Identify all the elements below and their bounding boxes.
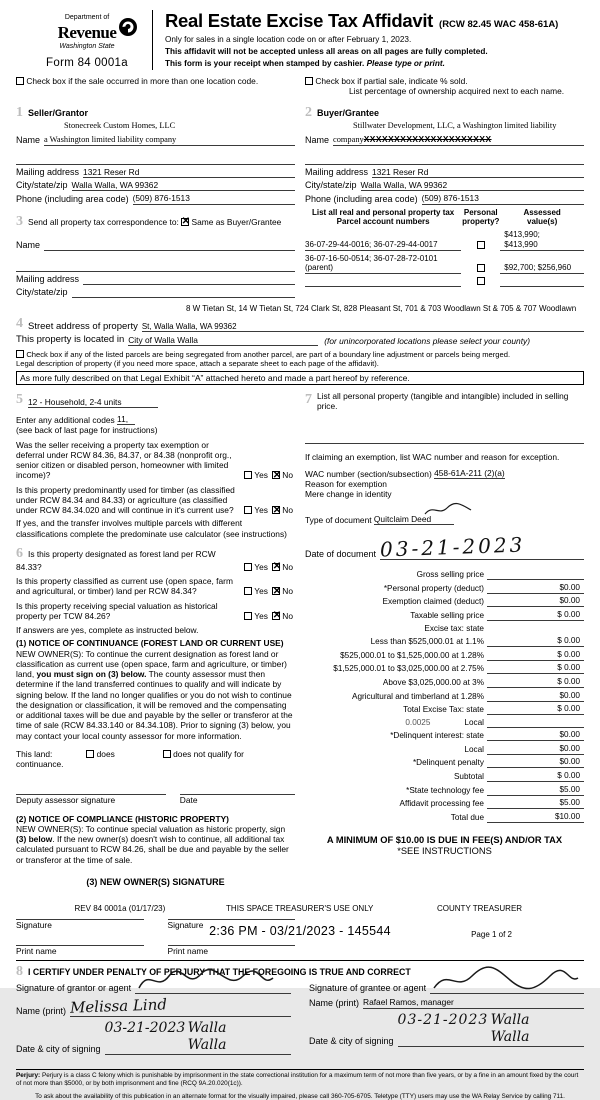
tax-label: Above $3,025,000.00 at (382, 677, 470, 687)
reason-exemption-value: Mere change in identity (305, 489, 392, 500)
handwritten-initials-scrawl (423, 502, 473, 518)
assessed-value-main: $413,990 (504, 239, 538, 249)
yes-label: Yes (254, 505, 268, 516)
no-label: No (282, 586, 293, 597)
buyer-name-line1: Stillwater Development, LLC, a Washington limited liability (353, 121, 557, 131)
additional-codes-field[interactable] (117, 414, 135, 425)
ownership-percentage-note: List percentage of ownership acquired next to each name. (349, 86, 565, 97)
notice2-title: (2) NOTICE OF COMPLIANCE (HISTORIC PROPERTY) (16, 813, 229, 824)
tax-value[interactable]: $0.00 (487, 730, 584, 741)
tax-label: *Personal property (deduct) (383, 583, 484, 593)
tax-label: Subtotal (453, 772, 484, 782)
buyer-csz-value: Walla Walla, WA 99362 (360, 180, 448, 191)
assessed-value (500, 286, 584, 287)
owner-signature-label-1: Signature (16, 919, 52, 930)
notice1-text-bold: you must sign on (3) below. (36, 669, 147, 680)
located-in-label: This property is located in (16, 334, 125, 346)
buyer-name-label: Name (305, 134, 330, 145)
tax-value[interactable]: $10.00 (487, 812, 584, 823)
seller-csz-value: Walla Walla, WA 99362 (71, 180, 159, 191)
exemption-yes-checkbox[interactable] (244, 471, 252, 479)
notice1-text-b: The county assessor must then determine if the land transferred continues to qualify and will indicate by signing below. If the land no longer qualifies or you do not wish to continue the designation or classification, it will be removed and the compensating or additional taxes will be due and payable by the seller or transferor at the time of sale (RCW 84.33.140 or 84.34.108). Prior to signing (3) below, you may contact your local county assessor for more information. (16, 669, 293, 741)
doc-date-field[interactable] (379, 532, 584, 562)
land-use-code-field[interactable] (28, 397, 158, 408)
yes-label: Yes (254, 586, 268, 597)
parcel-table (305, 208, 584, 287)
yes-label: Yes (254, 561, 268, 572)
forest-land-question: Is this property designated as forest land per RCW 84.33? (16, 548, 216, 572)
notice2-body (16, 824, 295, 865)
minimum-due-notice: A MINIMUM OF $10.00 IS DUE IN FEE(S) AND/OR TAX (326, 834, 563, 845)
correspondence-name-field[interactable] (44, 241, 295, 251)
parcel-number: 36-07-16-50-0514; 36-07-28-72-0101 (parent) (305, 254, 461, 275)
buyer-phone-value: (509) 876-1513 (421, 193, 479, 204)
tax-label: Gross selling price (416, 570, 484, 580)
parcel-row (305, 230, 584, 251)
tax-label: Local (464, 744, 484, 754)
parcel-col2-header-b: property? (462, 217, 500, 227)
tax-label: Agricultural and timberland at (352, 691, 459, 701)
buyer-mailing-value: 1321 Reser Rd (372, 166, 429, 177)
seller-phone-value: (509) 876-1513 (132, 193, 190, 204)
buyer-name-redacted: XXXXXXXXXXXXXXXXXXXXX (363, 133, 492, 144)
seller-csz-field[interactable] (72, 180, 295, 191)
local-rate-prefix: 0.0025 (405, 717, 431, 727)
perjury-text: Perjury is a class C felony which is punishable by imprisonment in the state correctional institution for a maximum term of not more than five years, or by a fine in an amount fixed by the court of not more than $5000, or by both imprisonment and fine (RCQ 9A.20.020(1c)). (16, 1071, 579, 1087)
tax-value[interactable]: $0.00 (487, 757, 584, 768)
current-use-no-checkbox[interactable] (272, 587, 280, 595)
section-1-number: 1 (16, 105, 23, 121)
wac-number-label: WAC number (section/subsection) (305, 468, 432, 479)
no-label: No (282, 470, 293, 481)
dor-logo (22, 10, 152, 70)
codes-note: (see back of last page for instructions) (16, 425, 158, 436)
does-label: does (96, 748, 115, 759)
new-owners-signature-title: (3) NEW OWNER(S) SIGNATURE (86, 876, 225, 887)
doc-type-value: Quitclaim Deed (373, 513, 432, 524)
tax-rate: 1.28% (460, 650, 484, 660)
agency-name: Revenue (58, 23, 117, 44)
assessed-value: $92,700; $256,960 (500, 263, 584, 274)
street-address-line1: 8 W Tietan St, 14 W Tietan St, 724 Clark St, 828 Pleasant St, 701 & 703 Woodlawn St & 705 & 707 Woodlawn (186, 303, 577, 313)
notice2-text-b: . If the new owner(s) doesn't wish to continue, all additional tax calculated pursuant to RCW 84.26, shall be due and payable by the seller or transferor at the time of sale. (16, 834, 289, 865)
deputy-date-line[interactable] (180, 785, 295, 795)
grantee-name-value: Rafael Ramos, manager (363, 997, 454, 1008)
timber-no-checkbox[interactable] (272, 506, 280, 514)
reason-exemption-label: Reason for exemption (305, 479, 387, 490)
this-land-label: This land: (16, 748, 53, 759)
timber-question: Is this property predominantly used for timber (as classified under RCW 84.34 and 84.33) or agriculture (as classified under RCW 84.34.020 and will continue in it's current use? (16, 484, 235, 516)
personal-property-line[interactable] (305, 434, 584, 444)
buyer-csz-label: City/state/zip (305, 180, 357, 191)
seller-name-extra-line[interactable] (16, 155, 295, 165)
current-use-yes-checkbox[interactable] (244, 587, 252, 595)
form-header (0, 0, 600, 72)
tax-value[interactable]: $0.00 (487, 691, 584, 702)
section-4-number: 4 (16, 316, 23, 332)
forest-no-checkbox[interactable] (272, 563, 280, 571)
personal-property-checkbox[interactable] (477, 241, 485, 249)
grantee-date-handwritten: 03-21-2023 (397, 1011, 489, 1028)
tax-rate: 1.28% (460, 691, 484, 701)
no-label: No (282, 561, 293, 572)
rev-label: REV 84 0001a (01/17/23) (74, 904, 166, 913)
additional-codes-value: 11, (117, 414, 129, 425)
tax-label: Excise tax: state (424, 623, 484, 633)
correspondence-extra-line[interactable] (16, 262, 295, 272)
correspondence-csz-label: City/state/zip (16, 286, 68, 297)
parcel-number (305, 286, 461, 287)
segregated-checkbox[interactable] (16, 350, 24, 358)
does-not-qualify-checkbox[interactable] (163, 750, 171, 758)
section-3-number: 3 (16, 213, 23, 229)
street-address-label: Street address of property (28, 320, 138, 332)
form-number: Form 84 0001a (46, 56, 128, 69)
tax-value[interactable]: $5.00 (487, 785, 584, 796)
owner-printname-label-2: Print name (167, 946, 208, 957)
tax-value[interactable]: $5.00 (487, 798, 584, 809)
tax-rate: 1.1% (465, 637, 484, 647)
notice1-text-a: NEW OWNER(S): To continue the current designation as forest land or classification as current use (open space, farm and agriculture, or timber) land, (16, 648, 287, 680)
tax-label: $525,000.01 to $1,525,000.00 at (340, 650, 459, 660)
legal-description-value: As more fully described on that Legal Exhibit “A” attached hereto and made a part hereof by reference. (20, 372, 410, 383)
buyer-name-field[interactable] (333, 134, 584, 146)
tax-label: *Delinquent penalty (412, 758, 484, 768)
street-address-field[interactable] (142, 321, 584, 333)
grantor-city-handwritten: Walla Walla (187, 1019, 227, 1053)
historical-yes-checkbox[interactable] (244, 612, 252, 620)
parcel-row (305, 277, 584, 287)
seller-name-field[interactable] (44, 134, 295, 146)
grantor-date-city-field[interactable] (105, 1020, 291, 1055)
correspondence-csz-field[interactable] (72, 288, 295, 298)
exemption-claim-note: If claiming an exemption, list WAC number and reason for exception. (305, 451, 560, 462)
partial-sale-checkbox[interactable] (305, 77, 313, 85)
doc-date-label: Date of document (305, 549, 377, 560)
parcel-row (305, 254, 584, 275)
tax-value[interactable]: $ 0.00 (487, 650, 584, 661)
tax-value[interactable]: $ 0.00 (487, 677, 584, 688)
grantor-name-handwritten: Melissa Lind (69, 995, 168, 1018)
no-label: No (282, 505, 293, 516)
seller-heading: Seller/Grantor (28, 108, 89, 119)
tax-value[interactable]: $0.00 (487, 744, 584, 755)
notice1-body (16, 649, 295, 741)
grantee-name-print-label: Name (print) (309, 997, 360, 1008)
deputy-signature-label: Deputy assessor signature (16, 795, 116, 806)
segregated-label: Check box if any of the listed parcels are being segregated from another parcel, are part of a boundary line adjustment or parcels being merged. (26, 350, 511, 360)
county-treasurer-label: COUNTY TREASURER (437, 904, 523, 913)
seller-mailing-field[interactable] (83, 167, 295, 178)
continuance-label: continuance. (16, 759, 64, 770)
seller-mailing-label: Mailing address (16, 167, 80, 178)
tax-value[interactable] (487, 718, 584, 728)
tax-label: Total due (450, 812, 484, 822)
does-qualify-checkbox[interactable] (86, 750, 94, 758)
legal-description-label: Legal description of property (if you need more space, attach a separate sheet to each page of the affidavit). (16, 359, 379, 369)
notice1-title: (1) NOTICE OF CONTINUANCE (FOREST LAND OR CURRENT USE) (16, 638, 284, 649)
grantor-date-city-label: Date & city of signing (16, 1043, 101, 1054)
buyer-csz-field[interactable] (361, 180, 584, 191)
see-instructions-note: *SEE INSTRUCTIONS (397, 846, 492, 857)
wac-number-value: 458-61A-211 (2)(a) (434, 467, 505, 478)
correspondence-mailing-field[interactable] (83, 275, 295, 285)
section-2-number: 2 (305, 105, 312, 121)
section-5-number: 5 (16, 392, 23, 408)
personal-property-checkbox[interactable] (477, 277, 485, 285)
grantor-date-handwritten: 03-21-2023 (104, 1019, 186, 1036)
if-yes-note: If answers are yes, complete as instructed below. (16, 625, 199, 636)
tax-value[interactable]: $ 0.00 (487, 704, 584, 715)
correspondence-mailing-label: Mailing address (16, 273, 80, 284)
seller-section (16, 104, 295, 297)
tax-label: Exemption claimed (deduct) (382, 597, 484, 607)
grantee-signature-label: Signature of grantee or agent (309, 983, 427, 994)
seller-phone-field[interactable] (133, 193, 295, 204)
grantor-name-print-label: Name (print) (16, 1005, 67, 1016)
same-as-buyer-label: Same as Buyer/Grantee (191, 216, 282, 227)
grantee-name-print-field[interactable] (363, 997, 584, 1008)
located-in-field[interactable] (128, 335, 318, 346)
current-use-question: Is this property classified as current use (open space, farm and agricultural, or timber) land per RCW 84.34? (16, 576, 233, 597)
grantor-signature-label: Signature of grantor or agent (16, 983, 132, 994)
buyer-mailing-field[interactable] (372, 167, 584, 178)
multi-location-checkbox[interactable] (16, 77, 24, 85)
tax-value[interactable]: $ 0.00 (487, 663, 584, 674)
tax-label: *Delinquent interest: state (390, 731, 484, 741)
parcel-number: 36-07-29-44-0016; 36-07-29-44-0017 (305, 240, 461, 251)
certify-statement: I CERTIFY UNDER PENALTY OF PERJURY THAT THE FOREGOING IS TRUE AND CORRECT (28, 967, 411, 978)
no-label: No (282, 610, 293, 621)
located-in-note: (for unincorporated locations please select your county) (324, 335, 531, 346)
yes-label: Yes (254, 610, 268, 621)
timber-yes-checkbox[interactable] (244, 506, 252, 514)
tax-column (305, 391, 584, 956)
seller-name-line1: Stonecreek Custom Homes, LLC (64, 121, 176, 131)
buyer-phone-label: Phone (including area code) (305, 193, 418, 204)
street-address-line2: St, Walla Walla, WA 99362 (141, 321, 237, 331)
state-label: Washington State (59, 43, 115, 51)
correspondence-name-label: Name (16, 239, 41, 250)
buyer-name-line2: company (333, 134, 364, 144)
section-8-number: 8 (16, 964, 23, 980)
treasurer-space-label: THIS SPACE TREASURER'S USE ONLY (226, 904, 374, 913)
perjury-bold-label: Perjury: (16, 1071, 41, 1079)
tax-value[interactable]: $0.00 (487, 583, 584, 594)
subtitle-3: This form is your receipt when stamped by cashier. (165, 58, 365, 68)
doc-type-label: Type of document (305, 514, 372, 525)
parcel-col1-header-b: Parcel account numbers (336, 217, 430, 227)
tax-value (487, 624, 584, 634)
notice2-text-a: NEW OWNER(S): To continue special valuation as historic property, sign (16, 823, 286, 834)
page-footer (0, 896, 600, 988)
historical-no-checkbox[interactable] (272, 612, 280, 620)
multi-location-label: Check box if the sale occurred in more than one location code. (26, 75, 259, 86)
deputy-signature-line[interactable] (16, 785, 166, 795)
parcel-col2-header-a: Personal (463, 207, 498, 217)
tax-value[interactable]: $ 0.00 (487, 771, 584, 782)
buyer-name-extra-line[interactable] (305, 155, 584, 165)
tax-value[interactable] (487, 570, 584, 580)
buyer-heading: Buyer/Grantee (317, 108, 380, 119)
tax-label: Total Excise Tax: state (403, 705, 484, 715)
owner-printname-label-1: Print name (16, 946, 57, 957)
tax-label: Taxable selling price (410, 610, 484, 620)
legal-description-box[interactable] (16, 371, 584, 385)
tax-label: Local (464, 717, 484, 727)
seller-name-label: Name (16, 134, 41, 145)
yes-label: Yes (254, 470, 268, 481)
parcel-col1-header-a: List all real and personal property tax (311, 207, 455, 217)
buyer-phone-field[interactable] (422, 193, 584, 204)
does-not-label: does not qualify for (173, 748, 244, 759)
grantor-name-print-field[interactable] (70, 997, 291, 1016)
perjury-block (16, 1069, 584, 1100)
cashier-stamp: 2:36 PM - 03/21/2023 - 145544 (209, 923, 391, 938)
seller-name-line2: a Washington limited liability company (44, 134, 177, 144)
tax-label: *State technology fee (406, 785, 484, 795)
notice2-text-bold: (3) below (16, 834, 53, 845)
tax-value[interactable]: $0.00 (487, 596, 584, 607)
assessed-value-over: $413,990; (504, 230, 540, 240)
deputy-date-label: Date (179, 795, 198, 806)
parcel-col3-header-a: Assessed (523, 207, 561, 217)
grantee-date-city-field[interactable] (398, 1012, 584, 1047)
alt-format-note: To ask about the availability of this publication in an alternate format for the visually impaired, please call 360-705-6705. Teletype (TTY) users may use the WA Relay Service by calling 711. (35, 1092, 565, 1100)
tax-rate: 3% (472, 677, 484, 687)
forest-yes-checkbox[interactable] (244, 563, 252, 571)
same-as-buyer-checkbox[interactable] (181, 218, 189, 226)
owner-signature-label-2: Signature (167, 919, 204, 930)
partial-sale-label: Check box if partial sale, indicate % sold. (315, 75, 468, 86)
subtitle-3-italic: Please type or print. (366, 58, 445, 68)
exemption-question: Was the seller receiving a property tax exemption or deferral under RCW 84.36, 84.37, or 84.38 (nonprofit org., senior citizen or disabled person, homeowner with limited income)? (16, 439, 232, 481)
located-in-value: City of Walla Walla (128, 334, 198, 345)
subtitle-1: Only for sales in a single location code on or after February 1, 2023. (165, 34, 412, 44)
page-number: Page 1 of 2 (471, 930, 512, 939)
seller-csz-label: City/state/zip (16, 180, 68, 191)
exemption-no-checkbox[interactable] (272, 471, 280, 479)
tax-label: Less than $525,000.01 at (370, 637, 464, 647)
personal-property-checkbox[interactable] (477, 264, 485, 272)
grantee-date-city-label: Date & city of signing (309, 1035, 394, 1046)
tax-label: $1,525,000.01 to $3,025,000.00 at (333, 664, 459, 674)
dept-of-label: Department of (64, 14, 110, 21)
tax-value[interactable]: $ 0.00 (487, 610, 584, 621)
additional-codes-label: Enter any additional codes (16, 415, 115, 426)
form-title: Real Estate Excise Tax Affidavit (165, 10, 434, 31)
tax-rate: 2.75% (460, 664, 484, 674)
property-section (0, 304, 600, 369)
land-use-code-value: 12 - Household, 2-4 units (28, 396, 122, 407)
buyer-section (305, 104, 584, 297)
personal-property-heading: List all personal property (tangible and intangible) included in selling price. (317, 391, 569, 412)
rcw-code: (RCW 82.45 WAC 458-61A) (439, 19, 559, 30)
correspondence-label: Send all property tax correspondence to: (28, 216, 179, 227)
seller-phone-label: Phone (including area code) (16, 193, 129, 204)
historical-question: Is this property receiving special valuation as historical property per TCW 84.26? (16, 600, 218, 621)
seller-mailing-value: 1321 Reser Rd (83, 166, 140, 177)
dor-swirl-icon (118, 17, 138, 43)
tax-label: Affidavit processing fee (399, 799, 484, 809)
buyer-mailing-label: Mailing address (305, 167, 369, 178)
grantee-city-handwritten: Walla Walla (490, 1011, 530, 1045)
parcel-col3-header-b: value(s) (527, 217, 558, 227)
subtitle-2: This affidavit will not be accepted unless all areas on all pages are fully completed. (165, 46, 488, 56)
use-classification-column (16, 391, 295, 956)
wac-number-field[interactable] (434, 468, 505, 479)
section-7-number: 7 (305, 392, 312, 408)
tax-value[interactable]: $ 0.00 (487, 636, 584, 647)
section-6-number: 6 (16, 545, 23, 561)
tax-computation-table (305, 570, 584, 823)
predominate-use-note: If yes, and the transfer involves multiple parcels with different classifications complete the predominate use calculator (see instructions) (16, 518, 287, 539)
doc-date-handwritten: 03-21-2023 (379, 532, 526, 562)
assessed-value (500, 230, 584, 251)
